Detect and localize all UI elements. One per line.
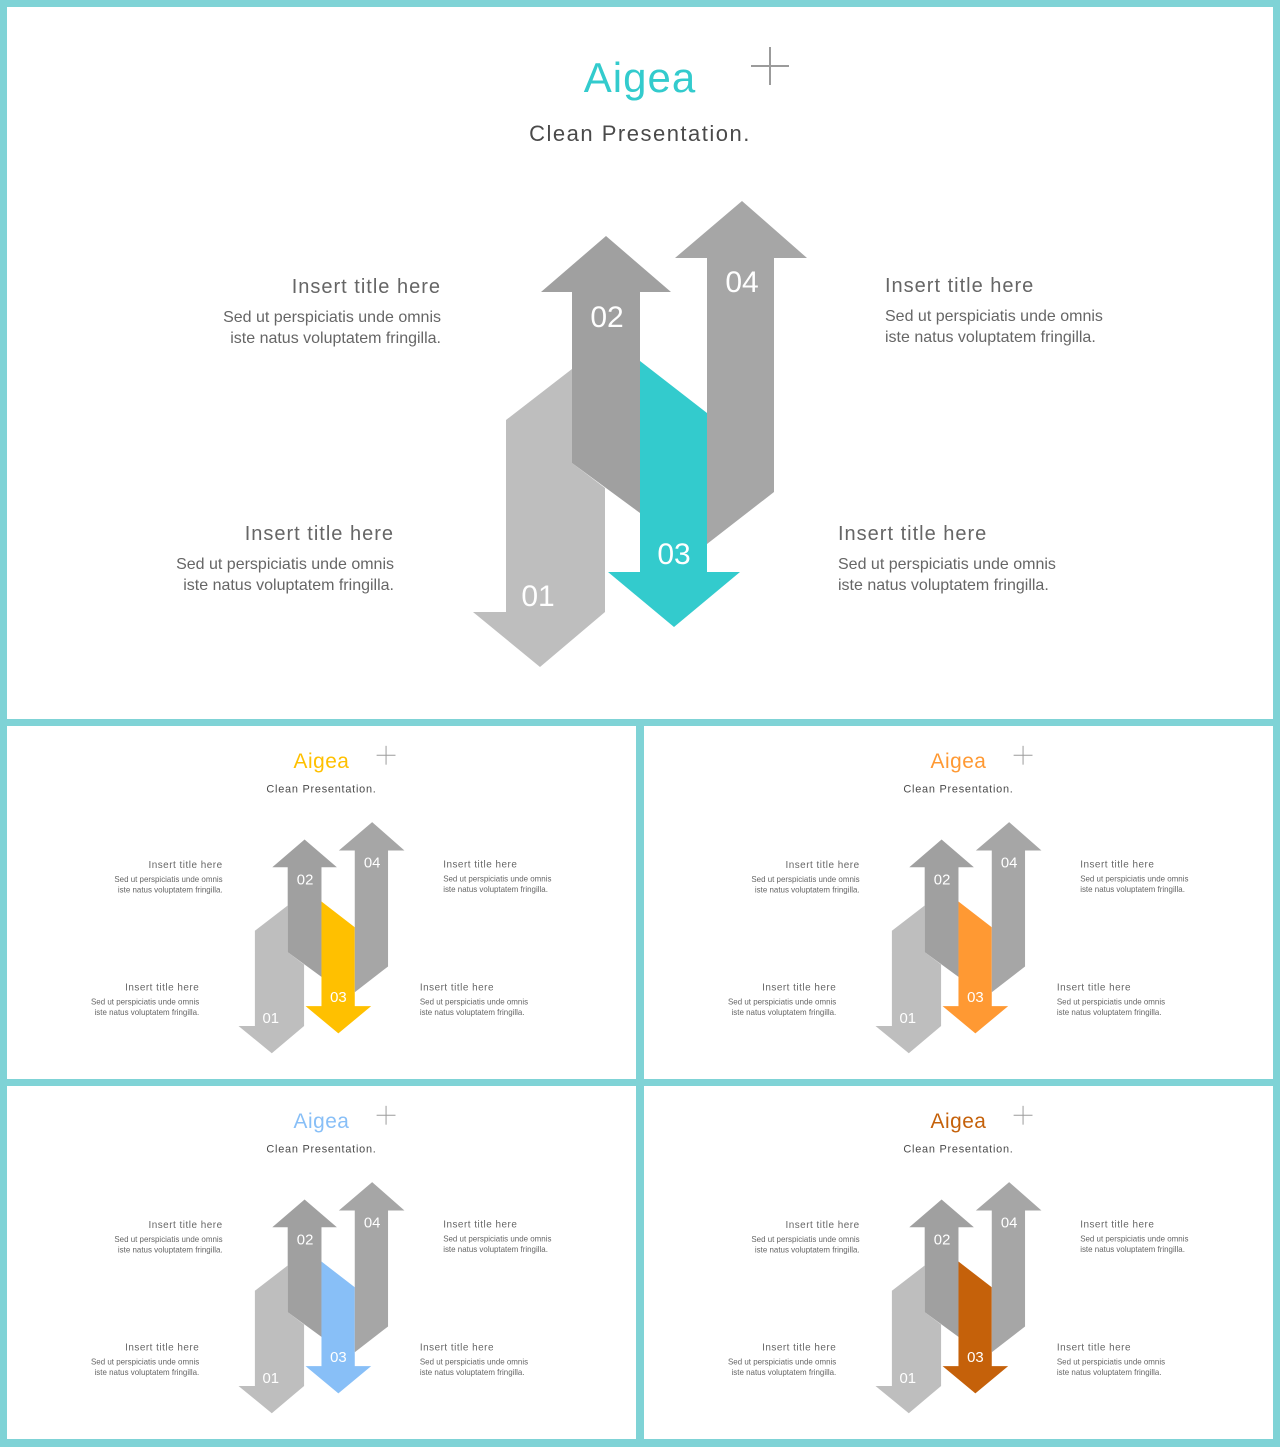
- block-body-line: Sed ut perspiciatis unde omnis: [1056, 1358, 1166, 1367]
- arrow-04-label: 04: [1000, 855, 1018, 872]
- block-body-line: Sed ut perspiciatis unde omnis: [443, 875, 552, 884]
- slide-subtitle: Clean Presentation.: [903, 782, 1014, 795]
- arrow-02-label: 02: [933, 1232, 951, 1249]
- slide-thumbnail-blue: [7, 1086, 636, 1439]
- block-body-line: iste natus voluptatem fringilla.: [419, 1368, 525, 1378]
- block-body-line: iste natus voluptatem fringilla.: [838, 577, 1049, 594]
- arrow-01-label: 01: [262, 1010, 280, 1027]
- arrow-02-label: 02: [296, 872, 314, 889]
- text-block-top-left: [74, 1219, 223, 1256]
- block-body-line: Sed ut perspiciatis unde omnis: [91, 1358, 200, 1367]
- block-title: Insert title here: [885, 275, 1035, 297]
- text-block-top-left: [74, 859, 223, 896]
- block-body-line: Sed ut perspiciatis unde omnis: [419, 998, 529, 1007]
- block-body-line: iste natus voluptatem fringilla.: [443, 885, 548, 895]
- text-block-bottom-left: [687, 1341, 836, 1378]
- arrow-04-label: 04: [363, 1215, 381, 1232]
- block-title: Insert title here: [148, 1219, 223, 1231]
- arrow-03-label: 03: [967, 990, 984, 1007]
- block-body-line: iste natus voluptatem fringilla.: [754, 1246, 860, 1255]
- block-body-line: iste natus voluptatem fringilla.: [1056, 1368, 1162, 1378]
- text-block-bottom-right: [420, 981, 569, 1018]
- arrow-02-label: 02: [590, 301, 624, 334]
- block-body: [687, 997, 836, 1018]
- block-body-line: iste natus voluptatem fringilla.: [443, 1245, 548, 1255]
- slide-title: Aigea: [293, 749, 350, 773]
- block-title: Insert title here: [443, 1218, 518, 1230]
- block-body-line: iste natus voluptatem fringilla.: [94, 1368, 200, 1378]
- block-body-line: iste natus voluptatem fringilla.: [230, 330, 441, 347]
- text-block-top-right: [1080, 858, 1229, 895]
- block-body: [1057, 1357, 1206, 1378]
- slide-stage: [7, 7, 1273, 719]
- slide-title: Aigea: [930, 749, 987, 773]
- slide-thumbnail-brown: [644, 1086, 1273, 1439]
- slide-stage: [644, 1086, 1273, 1439]
- block-title: Insert title here: [762, 981, 837, 993]
- text-block-bottom-left: [50, 981, 199, 1018]
- arrows-diagram: [644, 1086, 1273, 1439]
- slide-main: [7, 7, 1273, 719]
- text-block-top-right: [1080, 1218, 1229, 1255]
- block-title: Insert title here: [785, 859, 860, 871]
- block-title: Insert title here: [1080, 1218, 1155, 1230]
- block-body-line: iste natus voluptatem fringilla.: [1080, 1245, 1185, 1255]
- block-body: [74, 875, 223, 896]
- slide-subtitle: Clean Presentation.: [903, 1142, 1014, 1155]
- block-body-line: Sed ut perspiciatis unde omnis: [751, 1235, 860, 1245]
- text-block-top-left: [711, 1219, 860, 1256]
- slide-subtitle: Clean Presentation.: [529, 121, 751, 146]
- slide-subtitle: Clean Presentation.: [266, 782, 377, 795]
- block-title: Insert title here: [762, 1341, 837, 1353]
- block-body: [711, 1235, 860, 1256]
- block-body-line: Sed ut perspiciatis unde omnis: [728, 998, 837, 1007]
- block-body: [443, 1234, 592, 1255]
- block-body-line: iste natus voluptatem fringilla.: [183, 577, 394, 594]
- text-block-bottom-left: [94, 522, 394, 596]
- block-body-line: Sed ut perspiciatis unde omnis: [91, 998, 200, 1007]
- block-body: [711, 875, 860, 896]
- block-body-line: Sed ut perspiciatis unde omnis: [1056, 998, 1166, 1007]
- block-body: [1057, 997, 1206, 1018]
- text-block-top-left: [141, 275, 441, 349]
- block-body-line: iste natus voluptatem fringilla.: [1080, 885, 1185, 895]
- arrow-02-label: 02: [933, 872, 951, 889]
- block-body: [1080, 1234, 1229, 1255]
- arrows-diagram: [644, 726, 1273, 1079]
- arrows-diagram: [7, 1086, 636, 1439]
- slide-stage: [644, 726, 1273, 1079]
- block-title: Insert title here: [419, 1341, 495, 1353]
- block-body: [885, 306, 1185, 348]
- block-title: Insert title here: [291, 276, 441, 298]
- block-body: [50, 997, 199, 1018]
- block-body: [50, 1357, 199, 1378]
- block-body-line: iste natus voluptatem fringilla.: [754, 886, 860, 895]
- block-title: Insert title here: [838, 523, 988, 545]
- block-body: [1080, 874, 1229, 895]
- block-title: Insert title here: [148, 859, 223, 871]
- block-title: Insert title here: [419, 981, 495, 993]
- block-body-line: iste natus voluptatem fringilla.: [117, 886, 223, 895]
- text-block-bottom-right: [1057, 981, 1206, 1018]
- arrows-diagram: [7, 726, 636, 1079]
- block-body: [838, 554, 1138, 596]
- slide-stage: [7, 726, 636, 1079]
- block-title: Insert title here: [1056, 981, 1132, 993]
- text-block-top-right: [443, 858, 592, 895]
- arrow-03-label: 03: [657, 538, 691, 571]
- arrow-03-label: 03: [330, 1350, 347, 1367]
- block-body-line: Sed ut perspiciatis unde omnis: [728, 1358, 837, 1367]
- text-block-bottom-right: [838, 522, 1138, 596]
- block-title: Insert title here: [1080, 858, 1155, 870]
- block-body: [74, 1235, 223, 1256]
- arrow-01-label: 01: [262, 1370, 280, 1387]
- slide-subtitle: Clean Presentation.: [266, 1142, 377, 1155]
- text-block-top-right: [443, 1218, 592, 1255]
- slide-title: Aigea: [293, 1109, 350, 1133]
- block-title: Insert title here: [125, 981, 200, 993]
- arrow-02-label: 02: [296, 1232, 314, 1249]
- block-body-line: iste natus voluptatem fringilla.: [731, 1368, 837, 1378]
- text-block-bottom-right: [1057, 1341, 1206, 1378]
- arrow-04-label: 04: [725, 266, 759, 299]
- block-body-line: Sed ut perspiciatis unde omnis: [838, 556, 1056, 573]
- slide-title: Aigea: [583, 54, 697, 101]
- text-block-top-left: [711, 859, 860, 896]
- block-title: Insert title here: [125, 1341, 200, 1353]
- arrow-04-label: 04: [1000, 1215, 1018, 1232]
- arrow-03-label: 03: [967, 1350, 984, 1367]
- block-body-line: Sed ut perspiciatis unde omnis: [176, 556, 394, 573]
- block-body-line: Sed ut perspiciatis unde omnis: [114, 875, 223, 885]
- block-body-line: Sed ut perspiciatis unde omnis: [1080, 875, 1189, 884]
- slide-stage: [7, 1086, 636, 1439]
- block-body-line: Sed ut perspiciatis unde omnis: [1080, 1235, 1189, 1244]
- block-title: Insert title here: [244, 523, 394, 545]
- block-body-line: iste natus voluptatem fringilla.: [117, 1246, 223, 1255]
- block-body-line: Sed ut perspiciatis unde omnis: [419, 1358, 529, 1367]
- block-body: [420, 997, 569, 1018]
- block-body: [141, 307, 441, 349]
- block-body: [687, 1357, 836, 1378]
- block-title: Insert title here: [785, 1219, 860, 1231]
- block-body-line: iste natus voluptatem fringilla.: [731, 1008, 837, 1018]
- arrows-diagram: [7, 7, 1273, 719]
- text-block-top-right: [885, 274, 1185, 348]
- arrow-01-label: 01: [521, 580, 555, 613]
- text-block-bottom-left: [50, 1341, 199, 1378]
- block-body: [94, 554, 394, 596]
- block-body-line: Sed ut perspiciatis unde omnis: [443, 1235, 552, 1244]
- text-block-bottom-left: [687, 981, 836, 1018]
- text-block-bottom-right: [420, 1341, 569, 1378]
- block-body-line: Sed ut perspiciatis unde omnis: [114, 1235, 223, 1245]
- slide-thumbnail-orange: [644, 726, 1273, 1079]
- block-body-line: iste natus voluptatem fringilla.: [94, 1008, 200, 1018]
- block-body: [443, 874, 592, 895]
- block-body-line: iste natus voluptatem fringilla.: [885, 329, 1096, 346]
- block-body-line: iste natus voluptatem fringilla.: [1056, 1008, 1162, 1018]
- block-title: Insert title here: [443, 858, 518, 870]
- arrow-01-label: 01: [899, 1010, 917, 1027]
- arrow-01-label: 01: [899, 1370, 917, 1387]
- slide-title: Aigea: [930, 1109, 987, 1133]
- block-body-line: iste natus voluptatem fringilla.: [419, 1008, 525, 1018]
- arrow-03-label: 03: [330, 990, 347, 1007]
- block-body-line: Sed ut perspiciatis unde omnis: [885, 308, 1103, 325]
- block-body-line: Sed ut perspiciatis unde omnis: [223, 309, 441, 326]
- block-body-line: Sed ut perspiciatis unde omnis: [751, 875, 860, 885]
- arrow-04-label: 04: [363, 855, 381, 872]
- block-body: [420, 1357, 569, 1378]
- block-title: Insert title here: [1056, 1341, 1132, 1353]
- slide-thumbnail-yellow: [7, 726, 636, 1079]
